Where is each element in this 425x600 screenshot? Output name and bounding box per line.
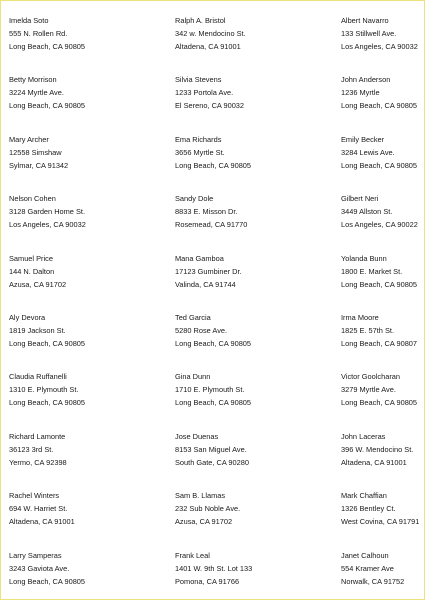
address-label <box>175 430 341 489</box>
street-address: 12558 Simshaw <box>9 147 62 157</box>
address-label <box>341 430 419 489</box>
city-state-zip: Norwalk, CA 91752 <box>341 576 405 586</box>
recipient-name: Aly Devora <box>9 312 46 322</box>
address-label <box>341 311 419 370</box>
address-label <box>341 370 419 429</box>
city-state-zip: Long Beach, CA 90805 <box>9 338 86 348</box>
street-address: 3284 Lewis Ave. <box>341 147 395 157</box>
address-label <box>9 549 175 600</box>
street-address: 694 W. Harriet St. <box>9 504 68 514</box>
city-state-zip: Long Beach, CA 90805 <box>9 42 86 51</box>
recipient-name: Betty Morrison <box>9 75 57 85</box>
city-state-zip: Los Angeles, CA 90032 <box>341 42 418 51</box>
recipient-name: Irma Moore <box>341 312 379 322</box>
city-state-zip: Valinda, CA 91744 <box>175 279 236 289</box>
city-state-zip: Altadena, CA 91001 <box>9 517 75 527</box>
city-state-zip: Azusa, CA 91702 <box>175 517 233 527</box>
city-state-zip: Long Beach, CA 90805 <box>175 338 252 348</box>
city-state-zip: El Sereno, CA 90032 <box>175 101 245 111</box>
city-state-zip: Long Beach, CA 90805 <box>9 101 86 111</box>
city-state-zip: Los Angeles, CA 90032 <box>9 220 86 230</box>
street-address: 1326 Bentley Ct. <box>341 504 396 514</box>
street-address: 1233 Portola Ave. <box>175 88 234 98</box>
city-state-zip: Altadena, CA 91001 <box>341 457 407 467</box>
recipient-name: Samuel Price <box>9 253 53 263</box>
address-label <box>175 73 341 132</box>
street-address: 3224 Myrtle Ave. <box>9 88 64 98</box>
recipient-name: Mana Gamboa <box>175 253 224 263</box>
street-address: 1236 Myrtle <box>341 88 380 98</box>
recipient-name: Ralph A. Bristol <box>175 16 226 25</box>
address-label <box>175 14 341 73</box>
address-label <box>9 133 175 192</box>
recipient-name: Frank Leal <box>175 550 210 560</box>
recipient-name: Larry Samperas <box>9 550 62 560</box>
recipient-name: Sandy Dole <box>175 194 214 204</box>
city-state-zip: Long Beach, CA 90805 <box>341 279 418 289</box>
address-label <box>175 252 341 311</box>
address-label <box>341 252 419 311</box>
street-address: 1825 E. 57th St. <box>341 325 395 335</box>
address-label <box>175 133 341 192</box>
city-state-zip: Long Beach, CA 90805 <box>175 398 252 408</box>
address-label <box>341 14 419 73</box>
address-label <box>175 489 341 548</box>
recipient-name: John Anderson <box>341 75 391 85</box>
city-state-zip: Long Beach, CA 90805 <box>341 101 418 111</box>
street-address: 342 w. Mendocino St. <box>175 29 246 38</box>
recipient-name: Imelda Soto <box>9 16 49 25</box>
street-address: 5280 Rose Ave. <box>175 325 228 335</box>
address-label <box>341 192 419 251</box>
city-state-zip: Long Beach, CA 90805 <box>9 576 86 586</box>
recipient-name: Yolanda Bunn <box>341 253 387 263</box>
city-state-zip: Azusa, CA 91702 <box>9 279 67 289</box>
recipient-name: Mark Chaffian <box>341 491 387 501</box>
street-address: 1710 E. Plymouth St. <box>175 385 245 395</box>
recipient-name: Rachel Winters <box>9 491 60 501</box>
city-state-zip: Altadena, CA 91001 <box>175 42 241 51</box>
street-address: 8153 San Miguel Ave. <box>175 444 247 454</box>
street-address: 3243 Gaviota Ave. <box>9 563 70 573</box>
street-address: 3128 Garden Home St. <box>9 207 86 217</box>
street-address: 8833 E. Misson Dr. <box>175 207 238 217</box>
street-address: 1800 E. Market St. <box>341 266 403 276</box>
recipient-name: Mary Archer <box>9 134 49 144</box>
address-label <box>9 311 175 370</box>
recipient-name: John Laceras <box>341 431 386 441</box>
city-state-zip: Rosemead, CA 91770 <box>175 220 248 230</box>
recipient-name: Richard Lamonte <box>9 431 66 441</box>
recipient-name: Ted Garcia <box>175 312 211 322</box>
label-grid <box>9 14 419 600</box>
recipient-name: Gilbert Neri <box>341 194 379 204</box>
address-label <box>9 73 175 132</box>
address-label <box>341 489 419 548</box>
recipient-name: Nelson Cohen <box>9 194 56 204</box>
address-label <box>175 192 341 251</box>
address-label <box>9 489 175 548</box>
address-label <box>175 549 341 600</box>
street-address: 17123 Gumbiner Dr. <box>175 266 242 276</box>
address-label <box>9 370 175 429</box>
street-address: 3279 Myrtle Ave. <box>341 385 396 395</box>
city-state-zip: Long Beach, CA 90807 <box>341 338 418 348</box>
address-label <box>9 192 175 251</box>
street-address: 555 N. Rollen Rd. <box>9 29 68 38</box>
address-label <box>341 549 419 600</box>
recipient-name: Claudia Ruffanelli <box>9 372 67 382</box>
recipient-name: Victor Goolcharan <box>341 372 401 382</box>
street-address: 1310 E. Plymouth St. <box>9 385 79 395</box>
address-label <box>341 133 419 192</box>
city-state-zip: West Covina, CA 91791 <box>341 517 420 527</box>
street-address: 36123 3rd St. <box>9 444 54 454</box>
street-address: 554 Kramer Ave <box>341 563 394 573</box>
address-label <box>175 370 341 429</box>
address-label <box>9 252 175 311</box>
city-state-zip: Long Beach, CA 90805 <box>341 398 418 408</box>
recipient-name: Gina Dunn <box>175 372 211 382</box>
city-state-zip: Los Angeles, CA 90022 <box>341 220 418 230</box>
recipient-name: Albert Navarro <box>341 16 389 25</box>
recipient-name: Silvia Stevens <box>175 75 222 85</box>
street-address: 3656 Myrtle St. <box>175 147 225 157</box>
address-label <box>9 430 175 489</box>
city-state-zip: Long Beach, CA 90805 <box>175 160 252 170</box>
city-state-zip: Pomona, CA 91766 <box>175 576 240 586</box>
city-state-zip: Yermo, CA 92398 <box>9 457 67 467</box>
recipient-name: Emily Becker <box>341 134 385 144</box>
street-address: 396 W. Mendocino St. <box>341 444 414 454</box>
city-state-zip: Sylmar, CA 91342 <box>9 160 69 170</box>
address-label <box>9 14 175 73</box>
city-state-zip: Long Beach, CA 90805 <box>341 160 418 170</box>
street-address: 232 Sub Noble Ave. <box>175 504 241 514</box>
street-address: 144 N. Dalton <box>9 266 55 276</box>
address-label <box>175 311 341 370</box>
street-address: 133 Stillwell Ave. <box>341 29 397 38</box>
street-address: 1819 Jackson St. <box>9 325 66 335</box>
city-state-zip: South Gate, CA 90280 <box>175 457 249 467</box>
street-address: 3449 Allston St. <box>341 207 393 217</box>
recipient-name: Janet Calhoun <box>341 550 389 560</box>
address-label <box>341 73 419 132</box>
recipient-name: Jose Duenas <box>175 431 219 441</box>
recipient-name: Sam B. Llamas <box>175 491 226 501</box>
street-address: 1401 W. 9th St. Lot 133 <box>175 563 253 573</box>
city-state-zip: Long Beach, CA 90805 <box>9 398 86 408</box>
recipient-name: Ema Richards <box>175 134 222 144</box>
